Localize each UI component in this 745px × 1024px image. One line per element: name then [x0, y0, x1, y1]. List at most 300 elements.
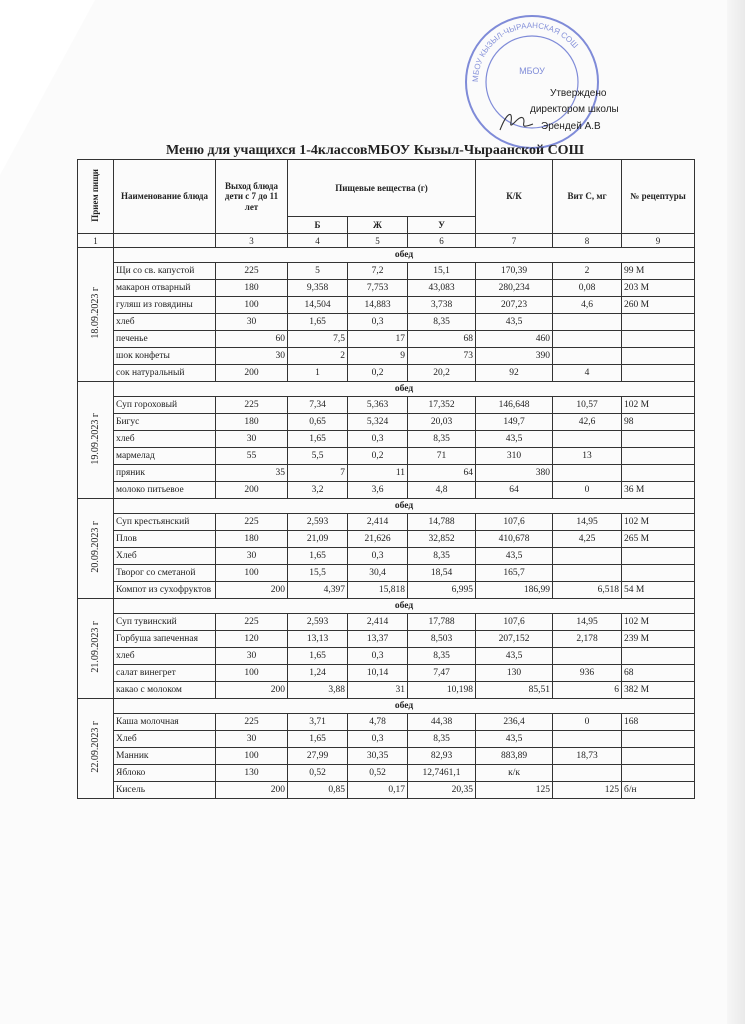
dish-fat: 14,883	[348, 297, 408, 314]
meal-label: обед	[114, 248, 695, 263]
dish-fat: 0,3	[348, 731, 408, 748]
header-meal-time: Прием пищи	[78, 160, 114, 234]
dish-fat: 5,363	[348, 397, 408, 414]
dish-fat: 0,2	[348, 448, 408, 465]
column-index-cell: 4	[288, 234, 348, 248]
dish-carbs: 12,7461,1	[408, 765, 476, 782]
dish-name: Щи со св. капустой	[114, 263, 216, 280]
dish-vitc	[553, 765, 622, 782]
dish-carbs: 8,35	[408, 731, 476, 748]
dish-kcal: 186,99	[476, 582, 553, 599]
header-kcal: К/К	[476, 160, 553, 234]
dish-carbs: 14,788	[408, 514, 476, 531]
dish-row	[78, 297, 695, 314]
dish-portion: 200	[216, 482, 288, 499]
meal-label: обед	[114, 699, 695, 714]
dish-recipe	[622, 348, 695, 365]
dish-carbs: 17,352	[408, 397, 476, 414]
dish-fat: 9	[348, 348, 408, 365]
dish-portion: 30	[216, 731, 288, 748]
dish-carbs: 20,2	[408, 365, 476, 382]
dish-recipe: 99 М	[622, 263, 695, 280]
dish-recipe: 382 М	[622, 682, 695, 699]
dish-protein: 1,65	[288, 431, 348, 448]
dish-carbs: 82,93	[408, 748, 476, 765]
dish-portion: 225	[216, 614, 288, 631]
dish-vitc: 0	[553, 482, 622, 499]
day-date-cell	[78, 382, 114, 499]
dish-name: хлеб	[114, 314, 216, 331]
dish-name: Манник	[114, 748, 216, 765]
dish-name: сок натуральный	[114, 365, 216, 382]
dish-recipe	[622, 731, 695, 748]
dish-portion: 35	[216, 465, 288, 482]
dish-carbs: 18,54	[408, 565, 476, 582]
dish-name: Бигус	[114, 414, 216, 431]
dish-protein: 1,65	[288, 648, 348, 665]
dish-carbs: 10,198	[408, 682, 476, 699]
dish-carbs: 64	[408, 465, 476, 482]
dish-protein: 1,65	[288, 314, 348, 331]
dish-name: Суп тувинский	[114, 614, 216, 631]
dish-carbs: 15,1	[408, 263, 476, 280]
dish-vitc	[553, 331, 622, 348]
dish-name: Суп крестьянский	[114, 514, 216, 531]
dish-fat: 0,3	[348, 548, 408, 565]
dish-vitc: 10,57	[553, 397, 622, 414]
dish-row	[78, 448, 695, 465]
dish-fat: 17	[348, 331, 408, 348]
dish-kcal: 107,6	[476, 614, 553, 631]
dish-carbs: 20,35	[408, 782, 476, 799]
dish-fat: 0,3	[348, 314, 408, 331]
dish-portion: 30	[216, 431, 288, 448]
dish-recipe: 54 М	[622, 582, 695, 599]
dish-vitc: 14,95	[553, 514, 622, 531]
dish-portion: 225	[216, 714, 288, 731]
dish-portion: 225	[216, 514, 288, 531]
dish-carbs: 44,38	[408, 714, 476, 731]
day-date: 19.09.2023 г	[90, 412, 101, 465]
dish-kcal: 64	[476, 482, 553, 499]
dish-name: гуляш из говядины	[114, 297, 216, 314]
dish-name: Хлеб	[114, 731, 216, 748]
meal-row	[78, 699, 695, 714]
dish-row	[78, 782, 695, 799]
dish-recipe: 260 М	[622, 297, 695, 314]
dish-kcal: 883,89	[476, 748, 553, 765]
dish-name: салат винегрет	[114, 665, 216, 682]
dish-name: Плов	[114, 531, 216, 548]
dish-row	[78, 531, 695, 548]
dish-kcal: 43,5	[476, 431, 553, 448]
dish-kcal: 460	[476, 331, 553, 348]
dish-name: пряник	[114, 465, 216, 482]
header-portion: Выход блюда дети с 7 до 11 лет	[216, 160, 288, 234]
dish-vitc: 42,6	[553, 414, 622, 431]
dish-vitc: 0,08	[553, 280, 622, 297]
dish-vitc: 2	[553, 263, 622, 280]
dish-vitc: 18,73	[553, 748, 622, 765]
dish-carbs: 32,852	[408, 531, 476, 548]
day-date-cell	[78, 599, 114, 699]
dish-row	[78, 765, 695, 782]
dish-recipe	[622, 648, 695, 665]
dish-row	[78, 565, 695, 582]
column-index-cell: 9	[622, 234, 695, 248]
dish-name: мармелад	[114, 448, 216, 465]
dish-protein: 7,34	[288, 397, 348, 414]
dish-portion: 100	[216, 565, 288, 582]
dish-recipe: 203 М	[622, 280, 695, 297]
dish-carbs: 20,03	[408, 414, 476, 431]
dish-kcal: 92	[476, 365, 553, 382]
dish-kcal: 125	[476, 782, 553, 799]
column-index-row	[78, 234, 695, 248]
dish-vitc	[553, 548, 622, 565]
dish-protein: 7,5	[288, 331, 348, 348]
dish-row	[78, 397, 695, 414]
dish-fat: 21,626	[348, 531, 408, 548]
dish-name: хлеб	[114, 648, 216, 665]
dish-fat: 4,78	[348, 714, 408, 731]
dish-kcal: 236,4	[476, 714, 553, 731]
dish-vitc: 0	[553, 714, 622, 731]
dish-carbs: 8,35	[408, 431, 476, 448]
dish-protein: 1	[288, 365, 348, 382]
dish-portion: 200	[216, 682, 288, 699]
torn-corner	[0, 0, 95, 175]
dish-kcal: 43,5	[476, 314, 553, 331]
dish-protein: 1,65	[288, 548, 348, 565]
dish-kcal: 390	[476, 348, 553, 365]
header-dish-name: Наименование блюда	[114, 160, 216, 234]
dish-recipe: 102 М	[622, 397, 695, 414]
dish-carbs: 8,35	[408, 548, 476, 565]
dish-protein: 0,85	[288, 782, 348, 799]
dish-carbs: 3,738	[408, 297, 476, 314]
dish-protein: 0,65	[288, 414, 348, 431]
dish-recipe	[622, 331, 695, 348]
day-date: 21.09.2023 г	[90, 621, 101, 673]
dish-protein: 4,397	[288, 582, 348, 599]
dish-protein: 1,65	[288, 731, 348, 748]
dish-row	[78, 731, 695, 748]
dish-fat: 0,3	[348, 431, 408, 448]
dish-row	[78, 365, 695, 382]
dish-kcal: 43,5	[476, 648, 553, 665]
day-date-cell	[78, 699, 114, 799]
dish-kcal: 165,7	[476, 565, 553, 582]
dish-protein: 2	[288, 348, 348, 365]
dish-portion: 60	[216, 331, 288, 348]
dish-portion: 200	[216, 782, 288, 799]
dish-kcal: к/к	[476, 765, 553, 782]
dish-portion: 100	[216, 665, 288, 682]
page-edge-shadow	[727, 0, 745, 1024]
dish-recipe	[622, 365, 695, 382]
dish-fat: 2,414	[348, 514, 408, 531]
column-index-cell: 7	[476, 234, 553, 248]
dish-name: какао с молоком	[114, 682, 216, 699]
dish-row	[78, 263, 695, 280]
dish-row	[78, 582, 695, 599]
dish-portion: 100	[216, 297, 288, 314]
meal-label: обед	[114, 499, 695, 514]
dish-protein: 5,5	[288, 448, 348, 465]
dish-kcal: 43,5	[476, 731, 553, 748]
dish-row	[78, 665, 695, 682]
dish-protein: 3,2	[288, 482, 348, 499]
dish-name: макарон отварный	[114, 280, 216, 297]
dish-recipe	[622, 565, 695, 582]
dish-recipe: б/н	[622, 782, 695, 799]
dish-carbs: 68	[408, 331, 476, 348]
column-index-cell: 8	[553, 234, 622, 248]
dish-vitc: 6	[553, 682, 622, 699]
dish-name: шок конфеты	[114, 348, 216, 365]
dish-vitc	[553, 314, 622, 331]
dish-vitc	[553, 731, 622, 748]
dish-fat: 7,753	[348, 280, 408, 297]
dish-vitc: 6,518	[553, 582, 622, 599]
dish-carbs: 43,083	[408, 280, 476, 297]
dish-fat: 10,14	[348, 665, 408, 682]
dish-portion: 225	[216, 263, 288, 280]
dish-kcal: 43,5	[476, 548, 553, 565]
dish-protein: 7	[288, 465, 348, 482]
dish-carbs: 8,35	[408, 314, 476, 331]
meal-row	[78, 599, 695, 614]
dish-portion: 30	[216, 348, 288, 365]
dish-row	[78, 348, 695, 365]
dish-protein: 9,358	[288, 280, 348, 297]
dish-vitc: 4,25	[553, 531, 622, 548]
dish-fat: 7,2	[348, 263, 408, 280]
dish-name: Горбуша запеченная	[114, 631, 216, 648]
dish-protein: 5	[288, 263, 348, 280]
dish-row	[78, 465, 695, 482]
dish-carbs: 17,788	[408, 614, 476, 631]
meal-row	[78, 382, 695, 397]
dish-recipe: 239 М	[622, 631, 695, 648]
menu-table	[77, 159, 695, 799]
dish-kcal: 130	[476, 665, 553, 682]
dish-fat: 0,17	[348, 782, 408, 799]
dish-fat: 30,4	[348, 565, 408, 582]
column-index-cell: 1	[78, 234, 114, 248]
dish-fat: 3,6	[348, 482, 408, 499]
dish-portion: 120	[216, 631, 288, 648]
dish-fat: 0,52	[348, 765, 408, 782]
dish-row	[78, 714, 695, 731]
dish-portion: 130	[216, 765, 288, 782]
day-date: 20.09.2023 г	[90, 521, 101, 573]
dish-row	[78, 648, 695, 665]
dish-carbs: 71	[408, 448, 476, 465]
dish-name: Хлеб	[114, 548, 216, 565]
dish-fat: 11	[348, 465, 408, 482]
dish-row	[78, 331, 695, 348]
dish-vitc	[553, 348, 622, 365]
dish-protein: 3,88	[288, 682, 348, 699]
header-nutrients: Пищевые вещества (г)	[288, 160, 476, 217]
column-index-cell: 3	[216, 234, 288, 248]
dish-vitc	[553, 431, 622, 448]
dish-portion: 200	[216, 365, 288, 382]
dish-carbs: 8,503	[408, 631, 476, 648]
dish-portion: 225	[216, 397, 288, 414]
dish-recipe	[622, 548, 695, 565]
dish-row	[78, 431, 695, 448]
dish-name: Каша молочная	[114, 714, 216, 731]
dish-fat: 31	[348, 682, 408, 699]
dish-protein: 14,504	[288, 297, 348, 314]
day-date: 22.09.2023 г	[90, 721, 101, 773]
dish-vitc: 936	[553, 665, 622, 682]
dish-carbs: 4,8	[408, 482, 476, 499]
dish-protein: 3,71	[288, 714, 348, 731]
header-carbs: У	[408, 217, 476, 234]
dish-fat: 5,324	[348, 414, 408, 431]
dish-recipe: 102 М	[622, 614, 695, 631]
dish-vitc: 4	[553, 365, 622, 382]
dish-name: Творог со сметаной	[114, 565, 216, 582]
dish-row	[78, 280, 695, 297]
dish-vitc: 13	[553, 448, 622, 465]
header-recipe: № рецептуры	[622, 160, 695, 234]
dish-recipe: 68	[622, 665, 695, 682]
dish-kcal: 107,6	[476, 514, 553, 531]
dish-fat: 0,3	[348, 648, 408, 665]
dish-recipe: 265 М	[622, 531, 695, 548]
approval-approved: Утверждено	[550, 88, 607, 99]
approval-name: Эрендей А.В	[541, 121, 601, 132]
dish-protein: 2,593	[288, 614, 348, 631]
dish-carbs: 7,47	[408, 665, 476, 682]
meal-label: обед	[114, 382, 695, 397]
dish-recipe: 168	[622, 714, 695, 731]
column-index-cell	[114, 234, 216, 248]
dish-portion: 55	[216, 448, 288, 465]
svg-text:МБОУ: МБОУ	[519, 66, 545, 76]
page-title: Меню для учащихся 1-4классовМБОУ Кызыл-Чыраанской СОШ	[166, 143, 584, 158]
dish-recipe	[622, 748, 695, 765]
meal-row	[78, 248, 695, 263]
dish-vitc	[553, 648, 622, 665]
dish-kcal: 380	[476, 465, 553, 482]
dish-vitc: 14,95	[553, 614, 622, 631]
dish-portion: 30	[216, 648, 288, 665]
dish-kcal: 85,51	[476, 682, 553, 699]
svg-text:МБОУ КЫЗЫЛ-ЧЫРААНСКАЯ СОШ: МБОУ КЫЗЫЛ-ЧЫРААНСКАЯ СОШ	[470, 20, 580, 83]
dish-recipe	[622, 431, 695, 448]
dish-fat: 15,818	[348, 582, 408, 599]
dish-vitc: 125	[553, 782, 622, 799]
dish-recipe	[622, 465, 695, 482]
dish-protein: 15,5	[288, 565, 348, 582]
header-fat: Ж	[348, 217, 408, 234]
dish-name: Кисель	[114, 782, 216, 799]
dish-row	[78, 482, 695, 499]
dish-name: молоко питьевое	[114, 482, 216, 499]
dish-carbs: 73	[408, 348, 476, 365]
dish-portion: 30	[216, 548, 288, 565]
dish-name: Компот из сухофруктов	[114, 582, 216, 599]
dish-vitc	[553, 465, 622, 482]
dish-row	[78, 631, 695, 648]
dish-portion: 100	[216, 748, 288, 765]
day-date-cell	[78, 499, 114, 599]
dish-vitc: 2,178	[553, 631, 622, 648]
dish-portion: 30	[216, 314, 288, 331]
dish-kcal: 149,7	[476, 414, 553, 431]
day-date-cell	[78, 248, 114, 382]
dish-portion: 180	[216, 280, 288, 297]
dish-kcal: 170,39	[476, 263, 553, 280]
dish-recipe	[622, 314, 695, 331]
dish-kcal: 207,152	[476, 631, 553, 648]
dish-recipe: 98	[622, 414, 695, 431]
dish-kcal: 410,678	[476, 531, 553, 548]
dish-recipe	[622, 765, 695, 782]
dish-protein: 2,593	[288, 514, 348, 531]
dish-row	[78, 682, 695, 699]
dish-carbs: 8,35	[408, 648, 476, 665]
dish-portion: 180	[216, 531, 288, 548]
dish-vitc: 4,6	[553, 297, 622, 314]
dish-kcal: 310	[476, 448, 553, 465]
dish-protein: 13,13	[288, 631, 348, 648]
director-signature	[497, 108, 537, 136]
header-vitc: Вит С, мг	[553, 160, 622, 234]
dish-recipe: 36 М	[622, 482, 695, 499]
dish-portion: 180	[216, 414, 288, 431]
dish-vitc	[553, 565, 622, 582]
dish-carbs: 6,995	[408, 582, 476, 599]
day-date: 18.09.2023 г	[90, 287, 101, 339]
dish-row	[78, 414, 695, 431]
dish-recipe	[622, 448, 695, 465]
dish-kcal: 207,23	[476, 297, 553, 314]
dish-row	[78, 514, 695, 531]
dish-kcal: 280,234	[476, 280, 553, 297]
dish-row	[78, 314, 695, 331]
meal-label: обед	[114, 599, 695, 614]
dish-fat: 13,37	[348, 631, 408, 648]
dish-name: хлеб	[114, 431, 216, 448]
dish-protein: 27,99	[288, 748, 348, 765]
dish-name: печенье	[114, 331, 216, 348]
dish-kcal: 146,648	[476, 397, 553, 414]
dish-row	[78, 548, 695, 565]
dish-portion: 200	[216, 582, 288, 599]
dish-protein: 21,09	[288, 531, 348, 548]
dish-fat: 30,35	[348, 748, 408, 765]
dish-protein: 0,52	[288, 765, 348, 782]
dish-fat: 0,2	[348, 365, 408, 382]
dish-name: Суп гороховый	[114, 397, 216, 414]
dish-row	[78, 748, 695, 765]
dish-protein: 1,24	[288, 665, 348, 682]
dish-fat: 2,414	[348, 614, 408, 631]
column-index-cell: 6	[408, 234, 476, 248]
header-protein: Б	[288, 217, 348, 234]
dish-recipe: 102 М	[622, 514, 695, 531]
column-index-cell: 5	[348, 234, 408, 248]
meal-row	[78, 499, 695, 514]
dish-row	[78, 614, 695, 631]
